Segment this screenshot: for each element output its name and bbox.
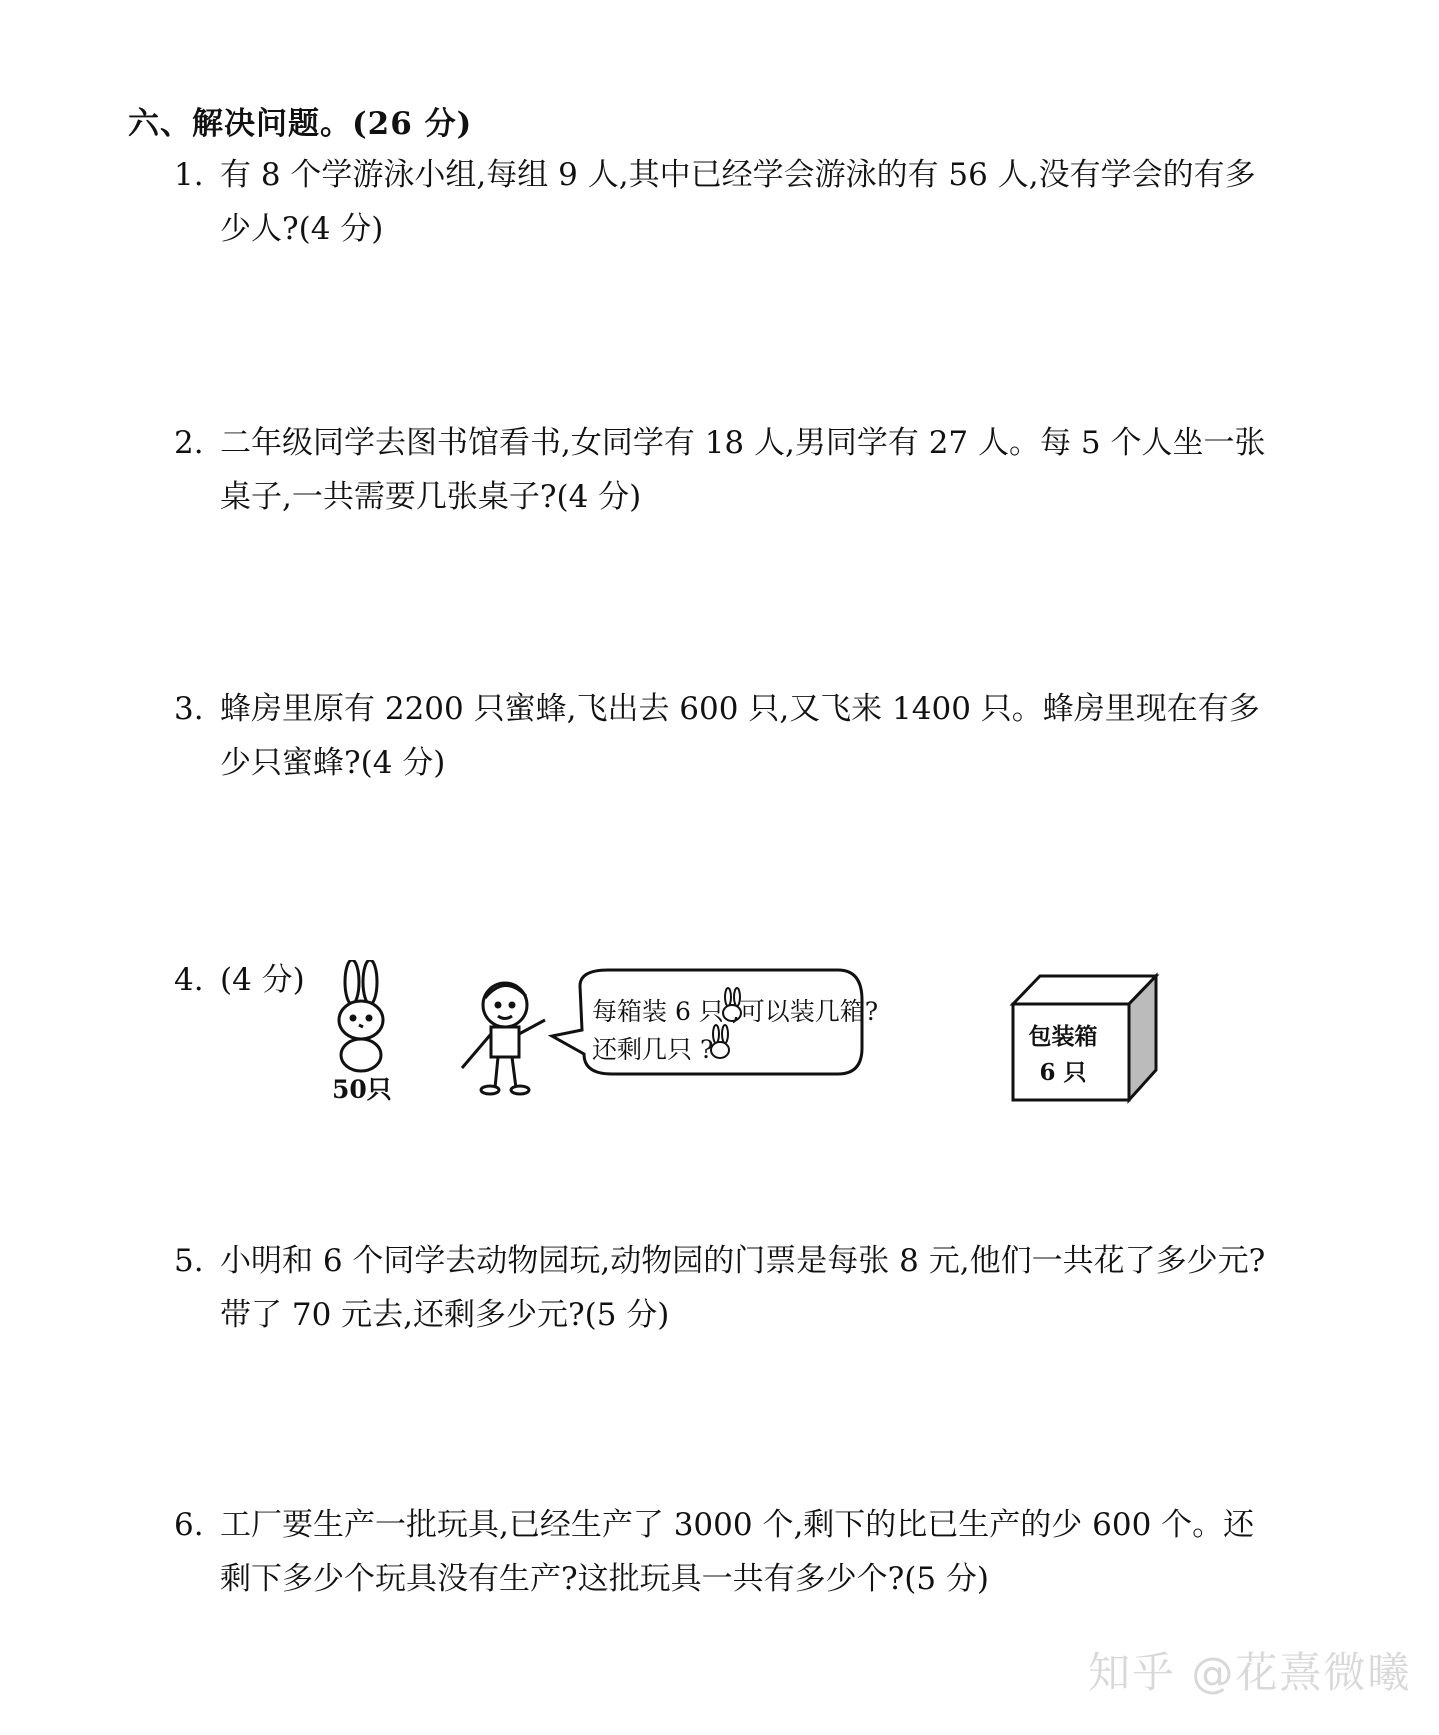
box-label: 包装箱	[1028, 1023, 1098, 1050]
speech-line-1: 每箱装 6 只 ,可以装几箱?	[592, 997, 879, 1026]
box-capacity: 6 只	[1039, 1059, 1087, 1086]
problem-text: 蜂房里原有 2200 只蜜蜂,飞出去 600 只,又飞来 1400 只。蜂房里现在有多少只蜜蜂?(4 分)	[220, 691, 1260, 781]
problem-number: 4.	[174, 962, 204, 998]
problem-text: (4 分)	[220, 962, 305, 998]
problem-number: 2.	[174, 425, 204, 461]
problem-5	[174, 1234, 1284, 1342]
speech-line-2: 还剩几只 ?	[592, 1035, 714, 1064]
problem-text: 二年级同学去图书馆看书,女同学有 18 人,男同学有 27 人。每 5 个人坐一张桌子,一共需要几张桌子?(4 分)	[220, 425, 1266, 515]
problem-2	[174, 416, 1284, 524]
problem-3	[174, 682, 1284, 790]
rabbit-icon	[339, 960, 383, 1071]
problem-text: 小明和 6 个同学去动物园玩,动物园的门票是每张 8 元,他们一共花了多少元?带了 70 元去,还剩多少元?(5 分)	[220, 1243, 1266, 1333]
rabbit-count-label: 50只	[332, 1075, 392, 1104]
problem-text: 有 8 个学游泳小组,每组 9 人,其中已经学会游泳的有 56 人,没有学会的有多少人?(4 分)	[220, 157, 1256, 247]
problem-number: 6.	[174, 1507, 204, 1543]
problem-number: 5.	[174, 1243, 204, 1279]
watermark: 知乎 @花熹微曦	[1088, 1648, 1412, 1697]
problem-number: 1.	[174, 157, 204, 193]
child-icon	[462, 983, 545, 1094]
problem-number: 3.	[174, 691, 204, 727]
problem-1	[174, 148, 1284, 256]
problem-4-illustration	[330, 960, 1180, 1110]
problem-text: 工厂要生产一批玩具,已经生产了 3000 个,剩下的比已生产的少 600 个。还剩下多少个玩具没有生产?这批玩具一共有多少个?(5 分)	[220, 1507, 1255, 1597]
problem-6	[174, 1498, 1284, 1606]
section-title: 六、解决问题。(26 分)	[128, 106, 473, 142]
